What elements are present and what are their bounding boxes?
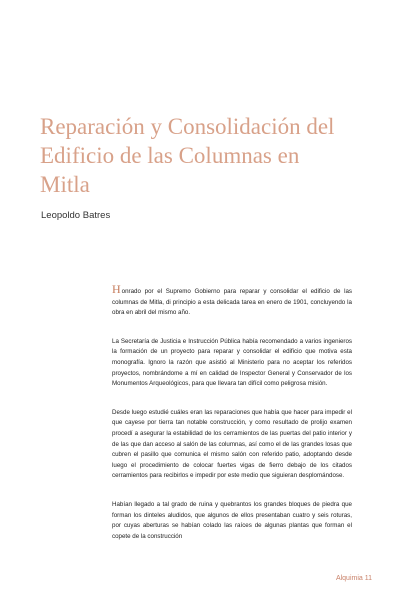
paragraph-3: Desde luego estudié cuáles eran las reparaciones que había que hacer para impedir el que cayese por tierra tan notable construcción, y como resultado de prolijo examen procedí a asegurar la estabilidad de los cerramientos de las puertas del patio interior y de las que dan acceso al salón de las columnas, así como el de las grandes losas que cubren el pasillo que comunica el mismo salón con referido patio, adoptando desde luego el procedimiento de colocar fuertes vigas de fierro debajo de los citados cerramientos para recibirlos e impedir por este medio que siguieran desplomándose.: [112, 408, 352, 480]
paragraph-2: La Secretaría de Justicia e Instrucción Pública había recomendado a varios ingenieros la formación de un proyecto para reparar y consolidar el edificio que motiva esta monografía. Ignoro la razón que asistió al Ministerio para no aceptar los referidos proyectos, nombrándome a mí en calidad de Inspector General y Conservador de los Monumentos Arqueológicos, para que llevara tan difícil como peligrosa misión.: [112, 337, 352, 388]
author-name: Leopoldo Batres: [41, 210, 111, 221]
paragraph-1-text: onrado por el Supremo Gobierno para reparar y consolidar el edificio de las columnas de Mitla, di principio a esta delicada tarea en enero de 1901, concluyendo la obra en abril del mismo año.: [112, 288, 352, 317]
article-body: [112, 284, 352, 560]
dropcap-letter: H: [112, 282, 121, 296]
page-footer: Alquimia 11: [335, 575, 372, 582]
article-title: Reparación y Consolidación del Edificio de las Columnas en Mitla: [40, 114, 335, 197]
paragraph-4: Habían llegado a tal grado de ruina y quebrantos los grandes bloques de piedra que forman los dinteles aludidos, que algunos de ellos presentaban cuatro y seis roturas, por cuyas aberturas se habían colado las raíces de algunas plantas que forman el copete de la construcción: [112, 500, 352, 540]
paragraph-1: [112, 284, 352, 319]
